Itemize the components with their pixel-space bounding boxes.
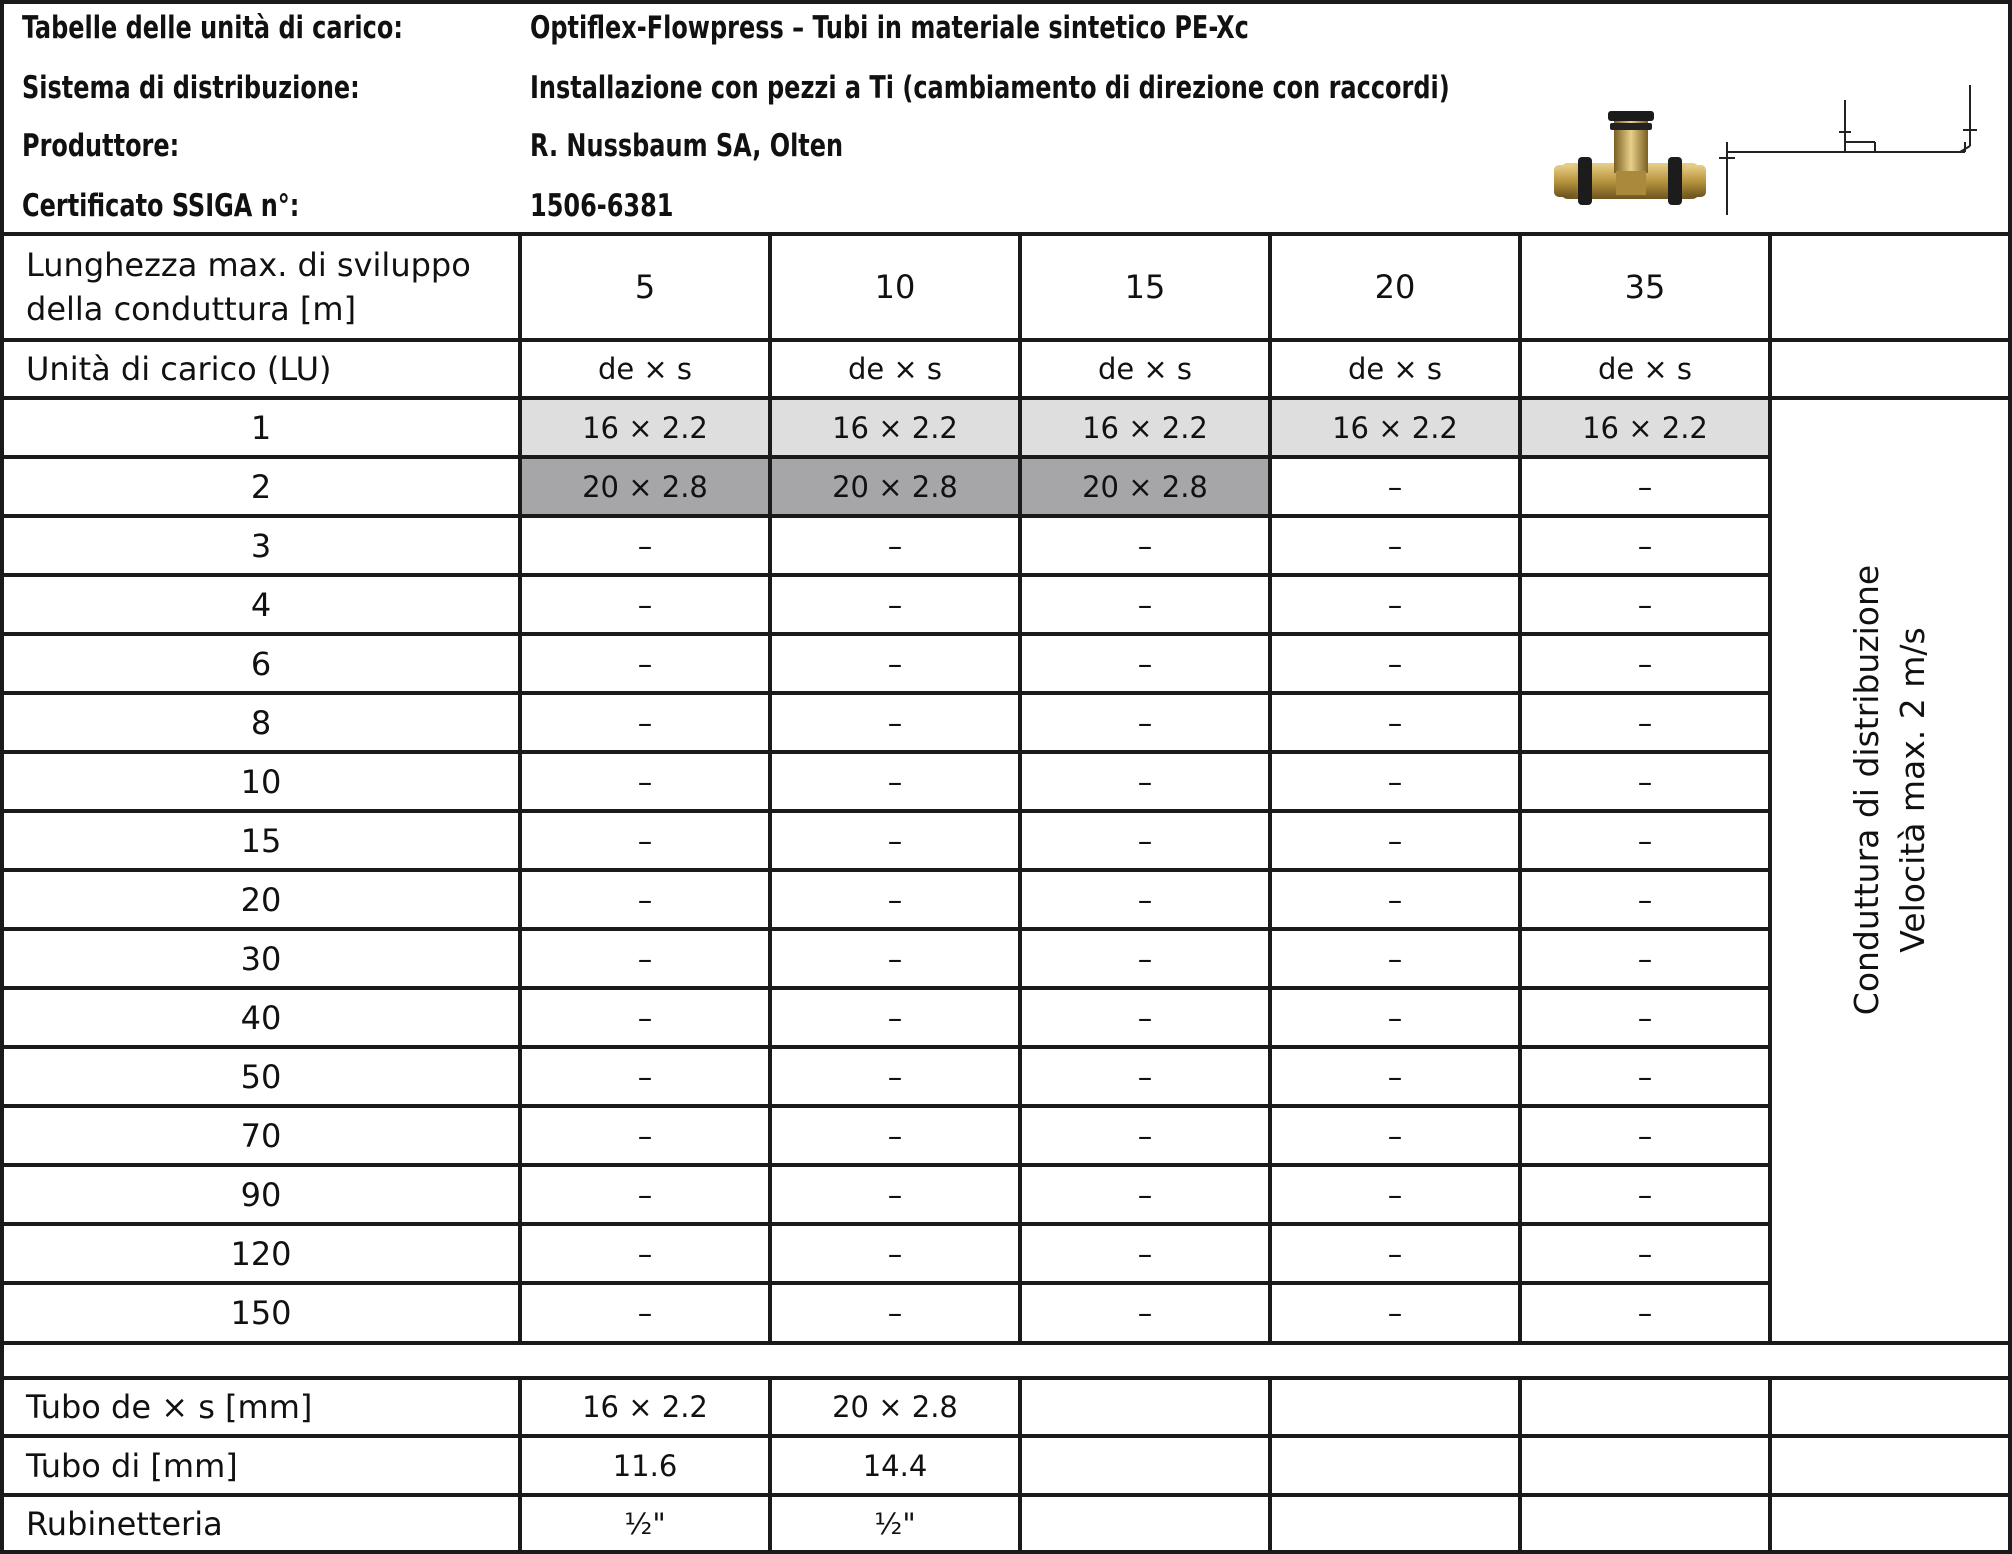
pipe-dimension-cell: –: [1387, 1118, 1403, 1153]
pipe-dimension-cell: –: [637, 941, 653, 976]
footer-cell: 16 × 2.2: [582, 1390, 708, 1424]
lu-value: 4: [250, 585, 272, 624]
pipe-dimension-cell: –: [1387, 1059, 1403, 1094]
pipe-dimension-cell: –: [637, 823, 653, 858]
pipe-dimension-cell: –: [637, 1295, 653, 1330]
grid-line: [1768, 232, 1772, 1345]
pipe-dimension-cell: –: [1387, 1295, 1403, 1330]
pipe-dimension-cell: –: [887, 1118, 903, 1153]
pipe-dimension-cell: –: [1387, 587, 1403, 622]
lu-value: 120: [230, 1234, 292, 1273]
lu-value: 30: [240, 939, 282, 978]
pipe-dimension-cell: –: [887, 1295, 903, 1330]
footer-label: Rubinetteria: [26, 1504, 223, 1543]
length-header: 10: [874, 268, 916, 306]
length-header: 5: [634, 268, 656, 306]
pipe-dimension-cell: –: [637, 705, 653, 740]
header-value-table: Optiflex-Flowpress – Tubi in materiale sintetico PE-Xc: [530, 10, 1249, 46]
pipe-dimension-cell: –: [1137, 1295, 1153, 1330]
pipe-dimension-cell: –: [637, 1059, 653, 1094]
pipe-dimension-cell: –: [1137, 1118, 1153, 1153]
pipe-dimension-cell: –: [1637, 646, 1653, 681]
pipe-dimension-cell: –: [1137, 1000, 1153, 1035]
pipe-dimension-cell: –: [887, 764, 903, 799]
grid-line: [2008, 0, 2012, 1554]
pipe-dimension-cell: –: [1637, 882, 1653, 917]
pipe-dimension-cell: –: [887, 528, 903, 563]
footer-cell: [1772, 1380, 2008, 1434]
lu-value: 2: [250, 467, 272, 506]
pipe-dimension-cell: –: [1387, 823, 1403, 858]
pipe-dimension-cell: –: [1637, 1118, 1653, 1153]
side-note-line1: Conduttura di distribuzione: [1847, 564, 1886, 1016]
pipe-dimension-cell: 16 × 2.2: [1522, 400, 1768, 455]
pipe-dimension-cell: –: [1137, 705, 1153, 740]
pipe-dimension-cell: –: [1137, 646, 1153, 681]
lu-value: 150: [230, 1293, 292, 1332]
pipe-dimension-cell: –: [887, 646, 903, 681]
pipe-dimension-cell: –: [1387, 764, 1403, 799]
footer-cell: [1772, 1438, 2008, 1493]
length-header: 35: [1624, 268, 1666, 306]
header-value-system: Installazione con pezzi a Ti (cambiamento di direzione con raccordi): [530, 70, 1450, 106]
pipe-dimension-cell: –: [1387, 882, 1403, 917]
pipe-dimension-cell: –: [637, 1177, 653, 1212]
pipe-dimension-cell: –: [1637, 1236, 1653, 1271]
pipe-dimension-cell: –: [1637, 469, 1653, 504]
pipe-dimension-cell: –: [1137, 1236, 1153, 1271]
pipe-dimension-cell: –: [1637, 941, 1653, 976]
lu-value: 1: [250, 408, 272, 447]
pipe-dimension-cell: –: [637, 528, 653, 563]
pipe-dimension-cell: 16 × 2.2: [772, 400, 1018, 455]
footer-cell: 11.6: [612, 1448, 678, 1483]
grid-line: [0, 1550, 2012, 1554]
lu-value: 3: [250, 526, 272, 565]
pipe-dimension-cell: –: [1387, 469, 1403, 504]
lu-value: 10: [240, 762, 282, 801]
pipe-dimension-cell: –: [1137, 764, 1153, 799]
length-header: 15: [1124, 268, 1166, 306]
pipe-dimension-cell: 20 × 2.8: [522, 459, 768, 514]
pipe-dimension-cell: 16 × 2.2: [1272, 400, 1518, 455]
pipe-dimension-cell: 16 × 2.2: [1022, 400, 1268, 455]
footer-cell: ½": [624, 1506, 666, 1541]
footer-label: Tubo di [mm]: [26, 1446, 238, 1485]
pipe-dimension-cell: –: [1137, 587, 1153, 622]
pipe-dimension-cell: 16 × 2.2: [522, 400, 768, 455]
pipe-dimension-cell: –: [1637, 1000, 1653, 1035]
dim-symbol: de × s: [1347, 352, 1443, 386]
lu-value: 50: [240, 1057, 282, 1096]
pipe-dimension-cell: –: [1137, 1177, 1153, 1212]
lu-value: 40: [240, 998, 282, 1037]
length-header: 20: [1374, 268, 1416, 306]
side-note-line2: Velocità max. 2 m/s: [1893, 627, 1932, 953]
pipe-dimension-cell: –: [887, 1059, 903, 1094]
header-value-certificate: 1506-6381: [530, 188, 674, 224]
pipe-dimension-cell: –: [887, 1236, 903, 1271]
header-label-table: Tabelle delle unità di carico:: [22, 10, 403, 46]
pipe-dimension-cell: –: [1637, 528, 1653, 563]
grid-line: [0, 0, 2012, 4]
pipe-dimension-cell: –: [1137, 823, 1153, 858]
pipe-dimension-cell: –: [1387, 1236, 1403, 1271]
pipe-dimension-cell: –: [887, 705, 903, 740]
pipe-dimension-cell: –: [1637, 587, 1653, 622]
pipe-dimension-cell: –: [1637, 1177, 1653, 1212]
lu-value: 8: [250, 703, 272, 742]
length-label: [4, 236, 518, 338]
pipe-dimension-cell: –: [1637, 764, 1653, 799]
pipe-dimension-cell: –: [1137, 1059, 1153, 1094]
grid-line: [0, 1341, 2012, 1345]
footer-cell: 14.4: [862, 1448, 928, 1483]
pipe-dimension-cell: –: [887, 823, 903, 858]
dim-symbol: de × s: [847, 352, 943, 386]
pipe-dimension-cell: –: [1137, 528, 1153, 563]
pipe-dimension-cell: –: [637, 1236, 653, 1271]
footer-cell: [1272, 1438, 1518, 1493]
footer-cell: [1522, 1380, 1768, 1434]
pipe-dimension-cell: –: [887, 941, 903, 976]
installation-schematic: [1715, 80, 1985, 220]
pipe-dimension-cell: –: [887, 882, 903, 917]
header-label-system: Sistema di distribuzione:: [22, 70, 360, 106]
pipe-dimension-cell: –: [887, 587, 903, 622]
pipe-dimension-cell: –: [1637, 823, 1653, 858]
footer-cell: [1272, 1497, 1518, 1550]
pipe-dimension-cell: –: [637, 764, 653, 799]
dim-symbol: de × s: [1097, 352, 1193, 386]
pipe-dimension-cell: –: [1387, 941, 1403, 976]
pipe-dimension-cell: –: [1387, 705, 1403, 740]
pipe-dimension-cell: –: [637, 882, 653, 917]
pipe-dimension-cell: –: [1637, 1059, 1653, 1094]
lu-label: Unità di carico (LU): [26, 350, 332, 388]
footer-cell: [1522, 1497, 1768, 1550]
footer-cell: [1022, 1497, 1268, 1550]
lu-value: 90: [240, 1175, 282, 1214]
pipe-dimension-cell: –: [1387, 646, 1403, 681]
header-value-manufacturer: R. Nussbaum SA, Olten: [530, 128, 844, 164]
side-note: [1775, 240, 2005, 1340]
header-label-certificate: Certificato SSIGA n°:: [22, 188, 300, 224]
header-label-manufacturer: Produttore:: [22, 128, 180, 164]
lu-value: 20: [240, 880, 282, 919]
lu-value: 15: [240, 821, 282, 860]
footer-cell: [1272, 1380, 1518, 1434]
footer-cell: 20 × 2.8: [832, 1390, 958, 1424]
pipe-dimension-cell: –: [637, 1000, 653, 1035]
pipe-dimension-cell: –: [1387, 1177, 1403, 1212]
length-label-line2: della condutturа [m]: [26, 290, 357, 328]
lu-value: 6: [250, 644, 272, 683]
dim-symbol: de × s: [597, 352, 693, 386]
tee-fitting-photo: [1550, 105, 1710, 220]
pipe-dimension-cell: –: [887, 1000, 903, 1035]
footer-cell: ½": [874, 1506, 916, 1541]
pipe-dimension-cell: –: [1387, 528, 1403, 563]
dim-symbol: de × s: [1597, 352, 1693, 386]
pipe-dimension-cell: 20 × 2.8: [1022, 459, 1268, 514]
lu-value: 70: [240, 1116, 282, 1155]
footer-label: Tubo de × s [mm]: [26, 1388, 313, 1426]
pipe-dimension-cell: –: [1637, 1295, 1653, 1330]
pipe-dimension-cell: –: [1137, 941, 1153, 976]
footer-cell: [1022, 1380, 1268, 1434]
footer-cell: [1022, 1438, 1268, 1493]
pipe-dimension-cell: –: [887, 1177, 903, 1212]
pipe-dimension-cell: –: [637, 1118, 653, 1153]
footer-cell: [1772, 1497, 2008, 1550]
pipe-dimension-cell: –: [1387, 1000, 1403, 1035]
pipe-dimension-cell: –: [1637, 705, 1653, 740]
footer-cell: [1522, 1438, 1768, 1493]
pipe-dimension-cell: –: [637, 646, 653, 681]
pipe-dimension-cell: –: [637, 587, 653, 622]
length-label-line1: Lunghezza max. di sviluppo: [26, 246, 471, 284]
pipe-dimension-cell: 20 × 2.8: [772, 459, 1018, 514]
pipe-dimension-cell: –: [1137, 882, 1153, 917]
